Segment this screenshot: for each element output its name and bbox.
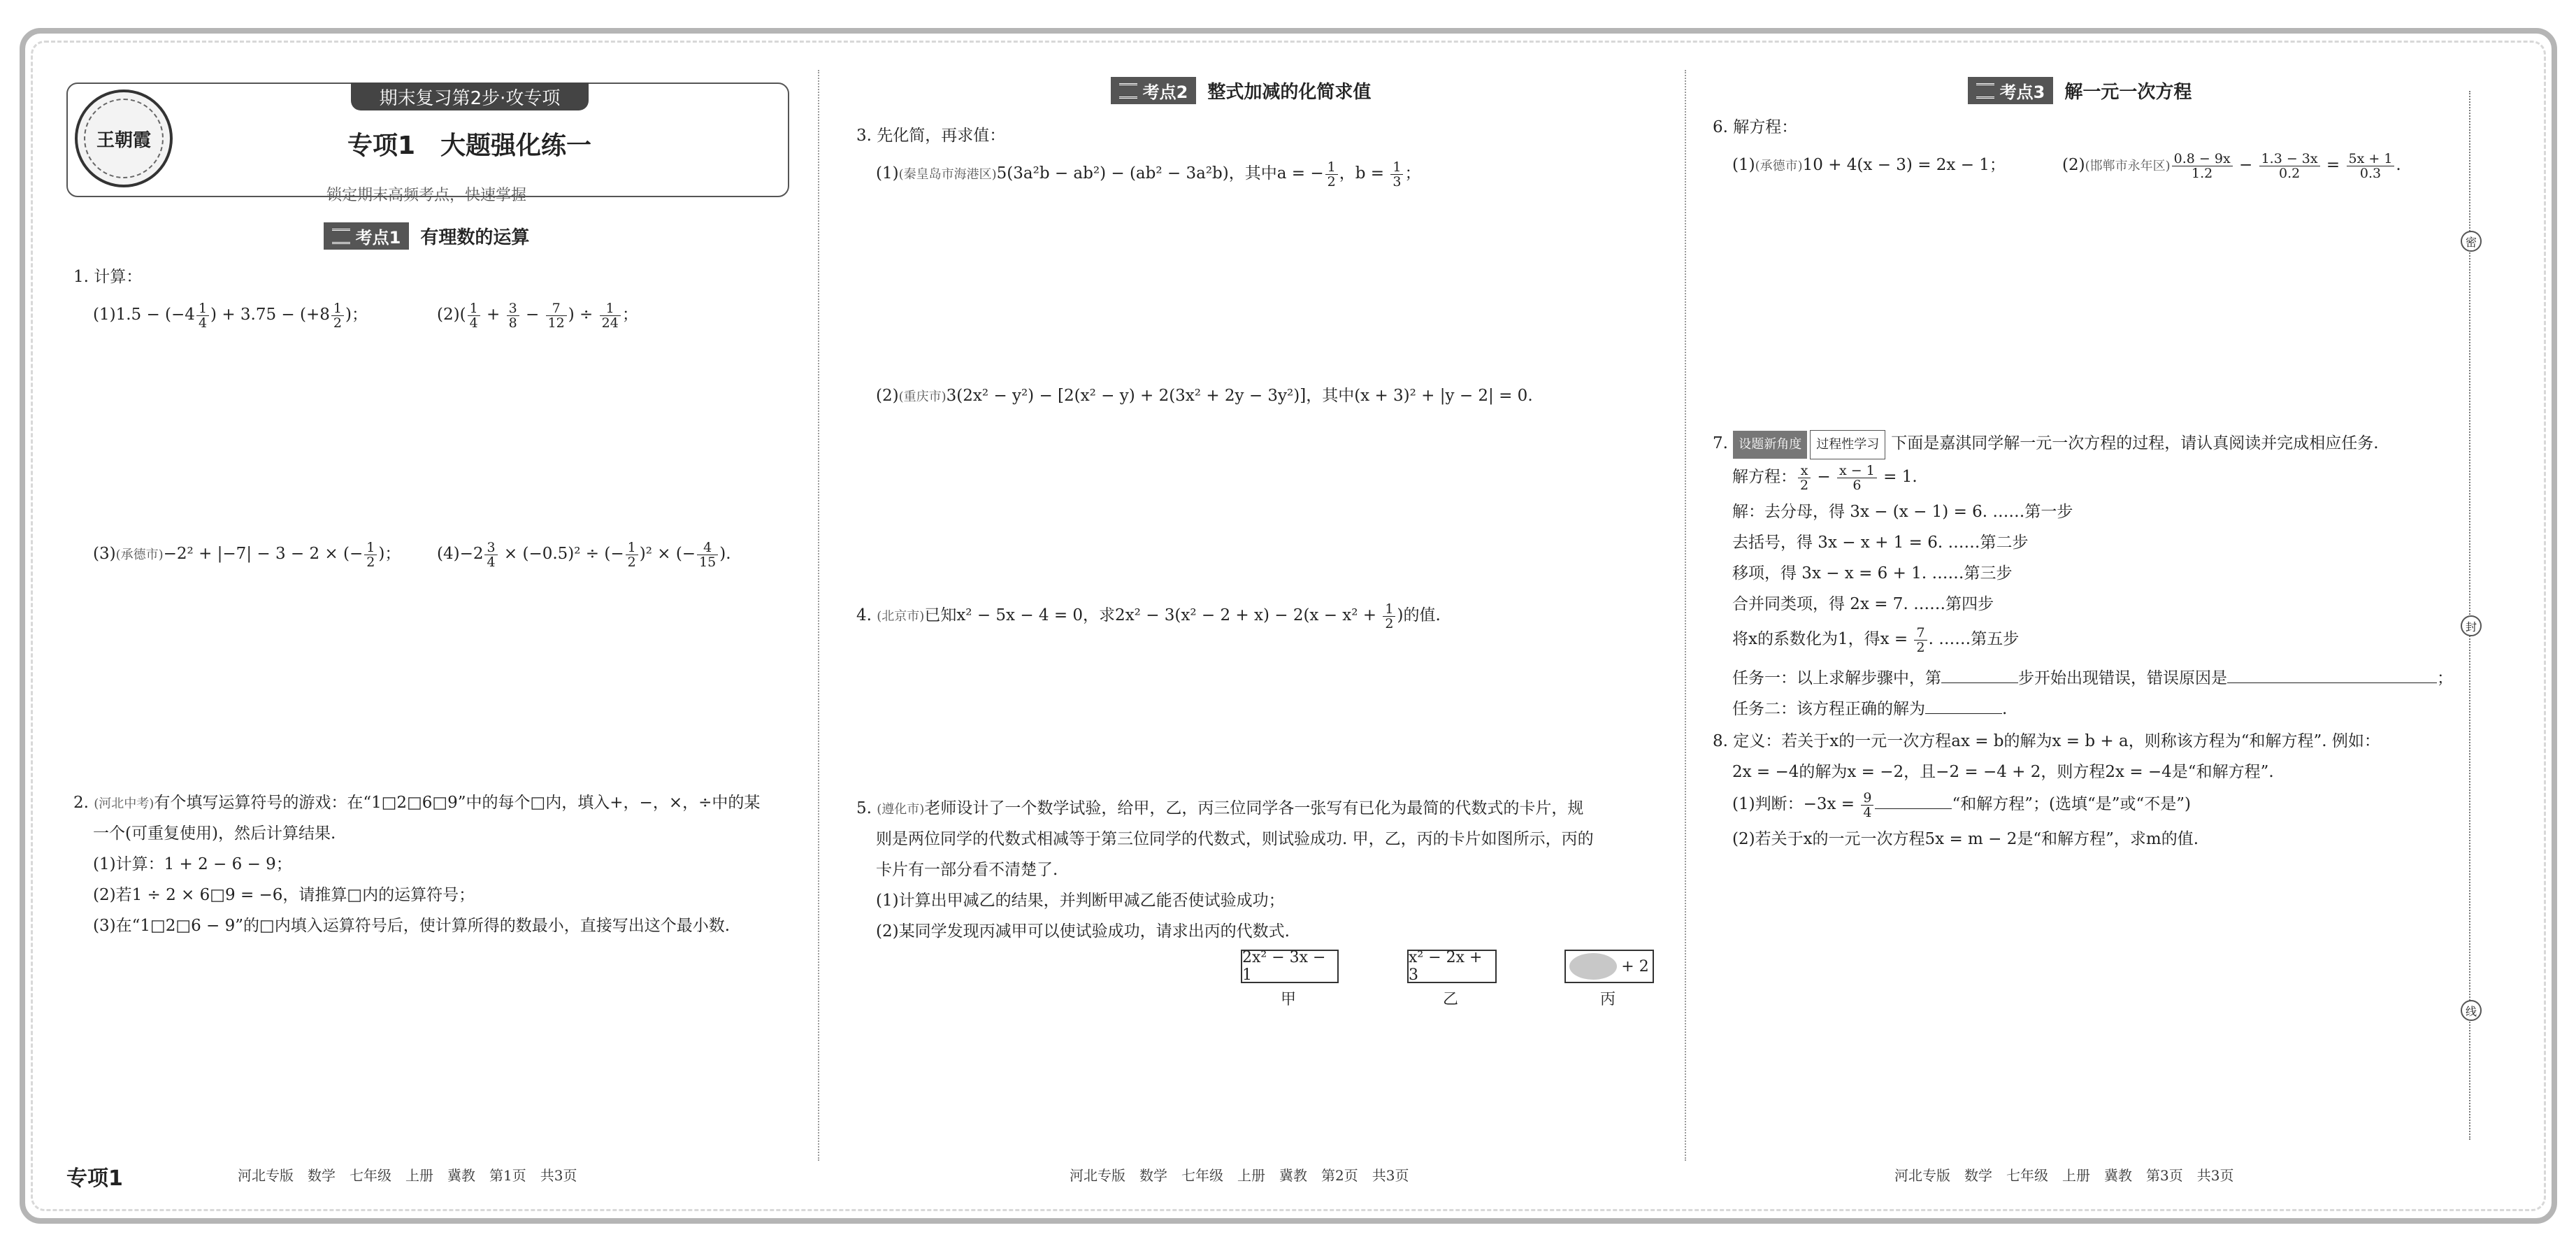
question-8-blank[interactable]	[1875, 793, 1952, 809]
question-7-step-3: 移项，得 3x − x = 6 + 1. ……第三步	[1732, 564, 2013, 582]
question-1-3: (3)(承德市)−2² + |−7| − 3 − 2 × (− $\frac{1}{2}$ )；	[93, 539, 401, 570]
process-learning-tag: 过程性学习	[1810, 430, 1885, 459]
column-1	[66, 70, 807, 1161]
seal-label-feng: 封	[2461, 615, 2482, 636]
question-1-2: (2)( $\frac{1}{4}$ + $\frac{3}{8}$ − $\frac{7}{12}$ ) ÷ $\frac{1}{24}$ ；	[437, 300, 638, 331]
question-6-2: (2)(邯郸市永年区) $\frac{0.8 - 9x}{1.2}$ − $\frac{1.3 - 3x}{0.2}$ = $\frac{5x + 1}{0.3}$ .	[2062, 150, 2401, 181]
question-8-line-1: 8. 定义：若关于x的一元一次方程ax = b的解为x = b + a，则称该方程为“和解方程”. 例如：	[1713, 732, 2380, 750]
question-5-line-2: 则是两位同学的代数式相减等于第三位同学的代数式，则试验成功. 甲，乙，丙的卡片如图所示，丙的	[876, 830, 1594, 848]
question-5-part-1: (1)计算出甲减乙的结果，并判断甲减乙能否使试验成功；	[876, 892, 1285, 910]
column-3	[1713, 70, 2454, 1161]
question-8-line-2: 2x = −4的解为x = −2，且−2 = −4 + 2，则方程2x = −4是“和解方程”.	[1732, 763, 2274, 781]
question-2-part-1: (1)计算：1 + 2 − 6 − 9；	[93, 855, 292, 873]
new-angle-tag: 设题新角度	[1733, 431, 1807, 459]
question-1-1: (1)1.5 − (−4 $\frac{1}{4}$ ) + 3.75 − (+8 $\frac{1}{2}$ )；	[93, 300, 368, 331]
question-7-task-1: 任务一：以上求解步骤中，第 步开始出现错误，错误原因是 ；	[1732, 664, 2453, 692]
question-5-part-2: (2)某同学发现丙减甲可以使试验成功，请求出丙的代数式.	[876, 922, 1290, 941]
question-3-1: (1)(秦皇岛市海港区)5(3a²b − ab²) − (ab² − 3a²b)，其中a = − $\frac{1}{2}$ ，b = $\frac{1}{3}$ ；	[876, 159, 1421, 190]
header-box	[66, 83, 789, 197]
question-2-part-3: (3)在“1□2□6 − 9”的□内填入运算符号后，使计算所得的数最小，直接写出这个最小数.	[93, 917, 731, 935]
section-1-tag: 考点1	[324, 222, 410, 250]
seal-label-mi: 密	[2461, 231, 2482, 252]
footer-page-2: 河北专版 数学 七年级 上册 冀教 第2页 共3页	[1070, 1167, 1409, 1184]
question-5-line-1: 5. (遵化市)老师设计了一个数学试验，给甲，乙，丙三位同学各一张写有已化为最简的代数式的卡片，规	[856, 799, 1584, 817]
card-bing-label: 丙	[1599, 991, 1616, 1008]
card-jia-label: 甲	[1280, 991, 1296, 1008]
section-3-heading	[1713, 77, 2447, 104]
card-yi: x² − 2x + 3	[1407, 950, 1497, 983]
section-3-tag: 考点3	[1968, 77, 2054, 104]
question-8-part-2: (2)若关于x的一元一次方程5x = m − 2是“和解方程”，求m的值.	[1732, 830, 2199, 848]
question-8-part-1: (1)判断：−3x = $\frac{9}{4}$ “和解方程”；(选填“是”或“不是”)	[1732, 789, 2191, 820]
question-1-stem: 1. 计算：	[73, 268, 143, 286]
question-6-1: (1)(承德市)10 + 4(x − 3) = 2x − 1；	[1732, 156, 2006, 174]
section-2-tag: 考点2	[1111, 77, 1197, 104]
column-divider-2	[1685, 70, 1686, 1161]
question-7-equation: 解方程： $\frac{x}{2}$ − $\frac{x - 1}{6}$ = 1.	[1732, 462, 1917, 493]
logo	[75, 90, 173, 187]
task-1-step-blank[interactable]	[1941, 667, 2018, 683]
footer-page-1: 河北专版 数学 七年级 上册 冀教 第1页 共3页	[238, 1167, 577, 1184]
question-6-stem: 6. 解方程：	[1713, 118, 1798, 136]
header-banner: 期末复习第2步·攻专项	[351, 83, 589, 110]
section-1-title: 有理数的运算	[420, 227, 530, 248]
question-2-line-2: 一个(可重复使用)，然后计算结果.	[93, 824, 336, 843]
question-2-line-1: 2. (河北中考)有个填写运算符号的游戏：在“1□2□6□9”中的每个□内，填入+，−，×，÷中的某	[73, 794, 761, 812]
question-5-line-3: 卡片有一部分看不清楚了.	[876, 861, 1058, 879]
wave-icon	[332, 229, 350, 244]
column-divider-1	[818, 70, 819, 1161]
section-2-title: 整式加减的化简求值	[1207, 82, 1372, 103]
card-yi-label: 乙	[1442, 991, 1458, 1008]
card-jia: 2x² − 3x − 1	[1241, 950, 1339, 983]
question-7-step-1: 解：去分母，得 3x − (x − 1) = 6. ……第一步	[1732, 503, 2073, 521]
wave-icon	[1119, 83, 1137, 99]
section-2-heading	[856, 77, 1625, 104]
page-title: 专项1 大题强化练一	[347, 131, 592, 160]
question-1-4: (4)−2 $\frac{3}{4}$ × (−0.5)² ÷ (− $\frac{1}{2}$ )² × (− $\frac{4}{15}$ ).	[437, 539, 731, 570]
wave-icon	[1976, 83, 1994, 99]
card-bing: + 2	[1564, 950, 1654, 983]
task-1-reason-blank[interactable]	[2227, 667, 2437, 683]
logo-text: 王朝霞	[84, 99, 164, 178]
question-7-step-5: 将x的系数化为1，得x = $\frac{7}{2}$ . ……第五步	[1732, 624, 2020, 655]
footer-page-3: 河北专版 数学 七年级 上册 冀教 第3页 共3页	[1894, 1167, 2234, 1184]
footer-title: 专项1	[66, 1166, 123, 1191]
question-7-task-2: 任务二：该方程正确的解为 .	[1732, 695, 2007, 723]
question-2-part-2: (2)若1 ÷ 2 × 6□9 = −6，请推算□内的运算符号；	[93, 886, 475, 904]
section-1-heading	[66, 222, 786, 250]
question-7-step-4: 合并同类项，得 2x = 7. ……第四步	[1732, 595, 1994, 613]
question-4: 4. (北京市)已知x² − 5x − 4 = 0，求2x² − 3(x² − 2 + x) − 2(x − x² + $\frac{1}{2}$ )的值.	[856, 601, 1441, 631]
obscured-blob	[1569, 953, 1617, 980]
column-2	[856, 70, 1660, 1161]
question-7-step-2: 去括号，得 3x − x + 1 = 6. ……第二步	[1732, 534, 2029, 552]
slogan: 锁定期末高频考点，快速掌握	[326, 187, 526, 204]
task-2-answer-blank[interactable]	[1925, 698, 2002, 714]
seal-label-xian: 线	[2461, 1000, 2482, 1021]
section-3-title: 解一元一次方程	[2064, 82, 2192, 103]
question-7-line-1: 7. 设题新角度 过程性学习 下面是嘉淇同学解一元一次方程的过程，请认真阅读并完成相应任务.	[1713, 429, 2379, 459]
question-3-stem: 3. 先化简，再求值：	[856, 127, 1006, 145]
question-3-2: (2)(重庆市)3(2x² − y²) − [2(x² − y) + 2(3x² + 2y − 3y²)]，其中(x + 3)² + |y − 2| = 0.	[876, 387, 1533, 405]
